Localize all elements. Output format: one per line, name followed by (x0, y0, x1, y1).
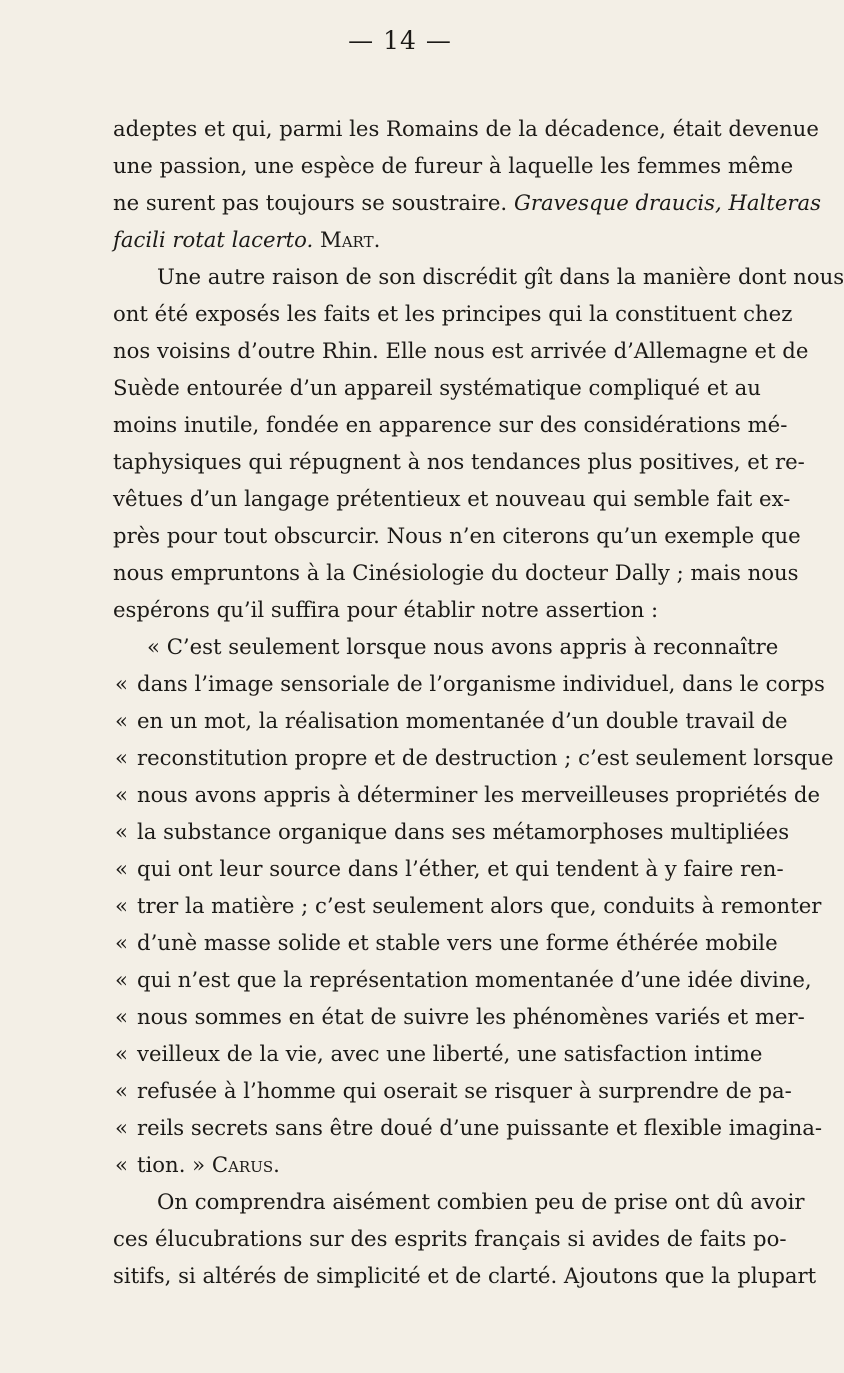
text-line: On comprendra aisément combien peu de prise ont dû avoir (157, 1189, 805, 1214)
text-line: ont été exposés les faits et les principes qui la constituent chez (113, 301, 793, 326)
quote-line (113, 998, 805, 1035)
quote-line (113, 887, 822, 924)
quote-mark: « (115, 782, 128, 807)
quote-line: « C’est seulement lorsque nous avons appris à reconnaître (147, 634, 779, 659)
quote-text: la substance organique dans ses métamorphoses multipliées (137, 819, 790, 844)
text-line: près pour tout obscurcir. Nous n’en citerons qu’un exemple que (113, 523, 801, 548)
quote-text: nous avons appris à déterminer les merveilleuses propriétés de (137, 782, 821, 807)
quote-text: dans l’image sensoriale de l’organisme individuel, dans le corps (137, 671, 825, 696)
quote-mark: « (115, 930, 128, 955)
citation-author: Carus. (211, 1152, 280, 1177)
text-line: espérons qu’il suffira pour établir notre assertion : (113, 597, 659, 622)
latin-quotation: Gravesque draucis, Halteras (513, 190, 822, 215)
quote-line (113, 1072, 792, 1109)
text-line: ces élucubrations sur des esprits français si avides de faits po- (113, 1226, 787, 1251)
latin-quotation: facili rotat lacerto. (113, 227, 314, 252)
text-line: sitifs, si altérés de simplicité et de clarté. Ajoutons que la plupart (113, 1263, 817, 1288)
text-line: nos voisins d’outre Rhin. Elle nous est arrivée d’Allemagne et de (113, 338, 809, 363)
quote-mark: « (115, 1004, 128, 1029)
quote-text: tion. » (137, 1152, 206, 1177)
text-line: nous empruntons à la Cinésiologie du docteur Dally ; mais nous (113, 560, 799, 585)
quote-text: nous sommes en état de suivre les phénomènes variés et mer- (137, 1004, 805, 1029)
quote-text: qui ont leur source dans l’éther, et qui tendent à y faire ren- (137, 856, 784, 881)
quote-mark: « (115, 893, 128, 918)
text-run: ne surent pas toujours se soustraire. (113, 190, 508, 215)
quote-line (113, 1109, 823, 1146)
text-line: Une autre raison de son discrédit gît dans la manière dont nous (157, 264, 844, 289)
quote-text: qui n’est que la représentation momentanée d’une idée divine, (137, 967, 812, 992)
quote-line (113, 1146, 756, 1183)
quote-line (113, 850, 784, 887)
quote-mark: « (115, 708, 128, 733)
quote-text: d’unè masse solide et stable vers une forme éthérée mobile (137, 930, 778, 955)
quote-line (113, 739, 834, 776)
quote-mark: « (115, 1115, 128, 1140)
quote-line (113, 961, 812, 998)
quote-mark: « (115, 1041, 128, 1066)
text-line (113, 221, 756, 258)
page-text (113, 110, 844, 1294)
quote-text: trer la matière ; c’est seulement alors que, conduits à remonter (137, 893, 822, 918)
text-line: taphysiques qui répugnent à nos tendances plus positives, et re- (113, 449, 805, 474)
quote-text: en un mot, la réalisation momentanée d’un double travail de (137, 708, 788, 733)
quote-text: refusée à l’homme qui oserait se risquer à surprendre de pa- (137, 1078, 792, 1103)
text-line: adeptes et qui, parmi les Romains de la décadence, était devenue (113, 116, 819, 141)
quote-text: veilleux de la vie, avec une liberté, une satisfaction intime (137, 1041, 763, 1066)
quote-mark: « (115, 1078, 128, 1103)
quote-mark: « (115, 1152, 128, 1177)
text-line (113, 184, 822, 221)
quote-line (113, 665, 825, 702)
text-line: vêtues d’un langage prétentieux et nouveau qui semble fait ex- (113, 486, 791, 511)
quote-line (113, 813, 790, 850)
quote-mark: « (115, 671, 128, 696)
quote-text: reconstitution propre et de destruction ; c’est seulement lorsque (137, 745, 834, 770)
page-number: — 14 — (348, 26, 452, 55)
quote-line (113, 1035, 763, 1072)
quote-mark: « (115, 745, 128, 770)
quote-mark: « (115, 967, 128, 992)
quote-line (113, 702, 788, 739)
quote-line (113, 776, 821, 813)
quote-mark: « (115, 819, 128, 844)
text-line: Suède entourée d’un appareil systématique compliqué et au (113, 375, 761, 400)
text-line: moins inutile, fondée en apparence sur des considérations mé- (113, 412, 788, 437)
quote-mark: « (115, 856, 128, 881)
text-line: une passion, une espèce de fureur à laquelle les femmes même (113, 153, 794, 178)
quote-text: reils secrets sans être doué d’une puissante et flexible imagina- (137, 1115, 823, 1140)
quote-line (113, 924, 778, 961)
citation-author: Mart. (320, 227, 381, 252)
